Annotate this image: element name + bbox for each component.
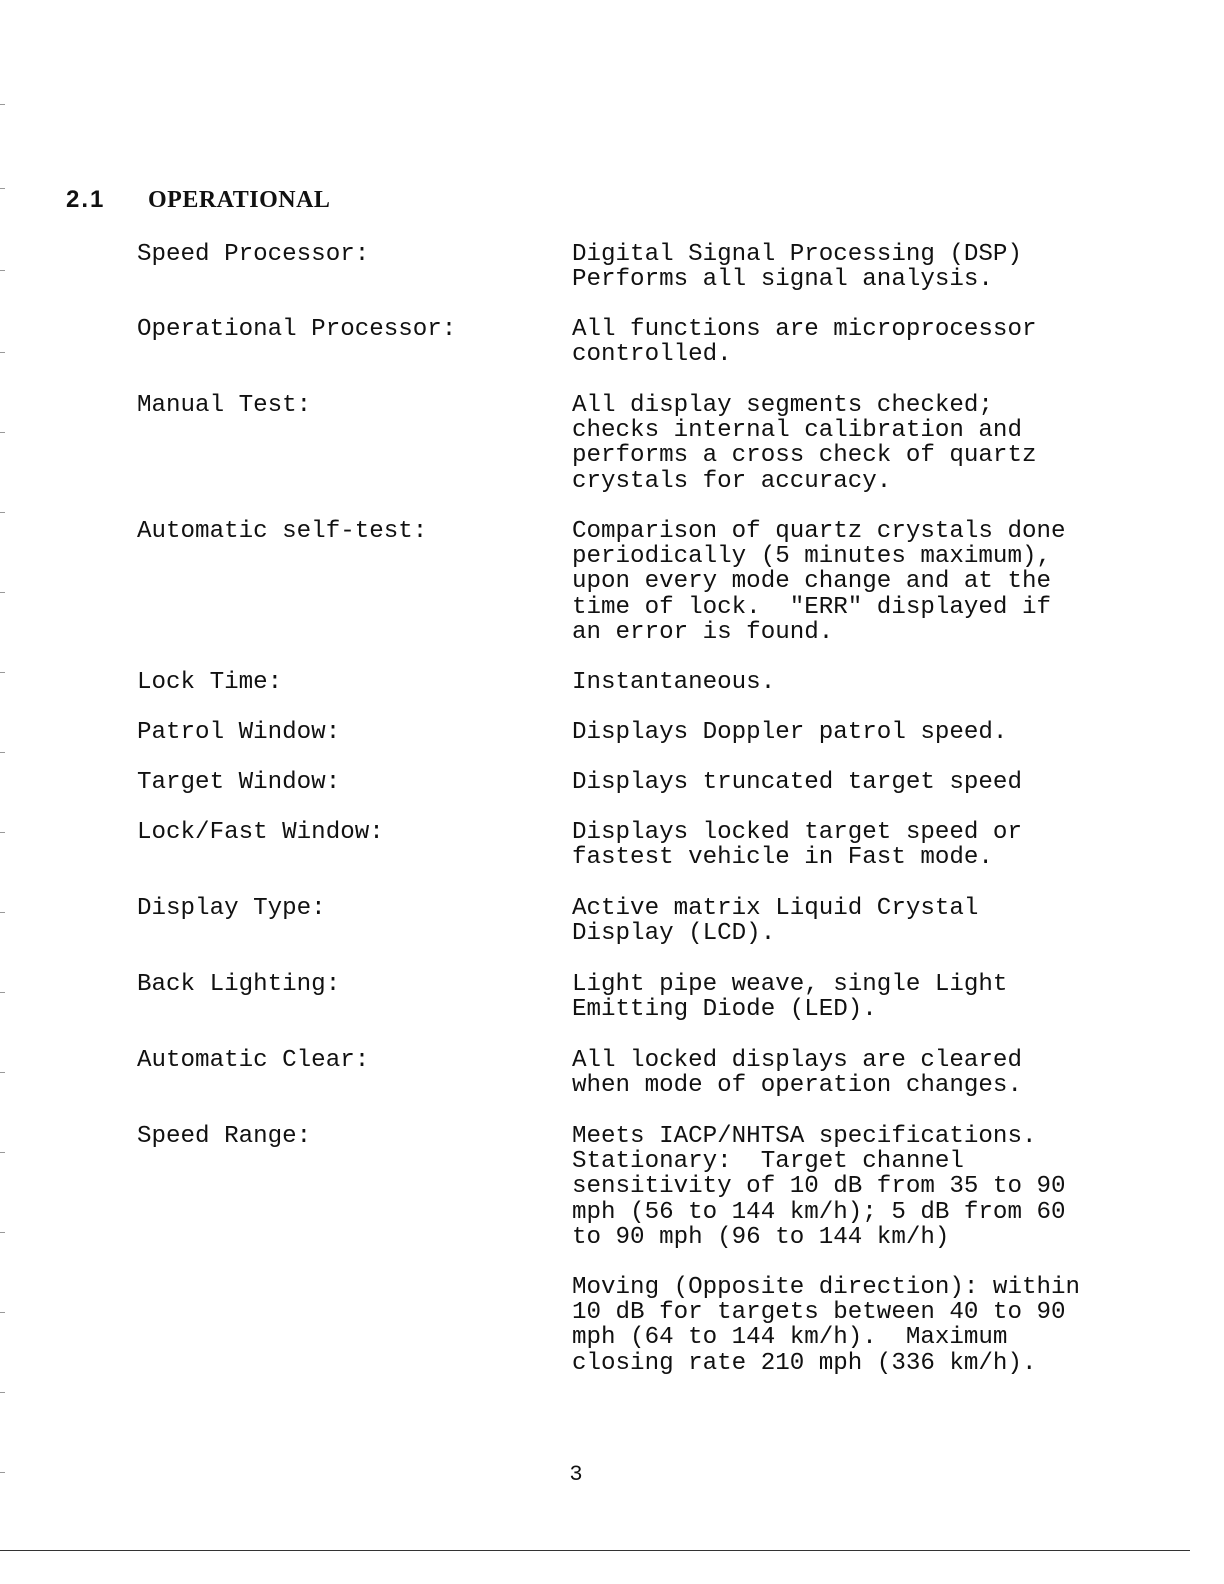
spec-value <box>572 242 1022 292</box>
spec-label: Back Lighting: <box>137 971 341 998</box>
spec-value <box>572 972 1007 1022</box>
margin-tick <box>0 912 5 913</box>
spec-value-line: Displays Doppler patrol speed. <box>572 719 1008 746</box>
spec-label: Speed Range: <box>137 1123 312 1150</box>
spec-value-line: time of lock. "ERR" displayed if <box>572 593 1051 621</box>
spec-value-line: mph (64 to 144 km/h). Maximum <box>572 1324 1008 1352</box>
spec-value-line: controlled. <box>572 341 732 369</box>
spec-value-line: All functions are microprocessor <box>572 316 1037 343</box>
margin-tick <box>0 270 5 271</box>
spec-value-line: Light pipe weave, single Light <box>572 971 1008 998</box>
bottom-rule <box>0 1550 1190 1551</box>
spec-value <box>572 770 1022 795</box>
spec-value-line: Displays truncated target speed <box>572 769 1022 796</box>
spec-value <box>572 519 1066 645</box>
margin-tick <box>0 1312 5 1313</box>
spec-label: Automatic Clear: <box>137 1047 370 1074</box>
spec-value-line: sensitivity of 10 dB from 35 to 90 <box>572 1173 1066 1201</box>
spec-value <box>572 720 1007 745</box>
spec-value-line: Digital Signal Processing (DSP) <box>572 241 1022 268</box>
spec-value <box>572 896 978 946</box>
spec-value <box>572 670 775 695</box>
spec-value <box>572 317 1036 367</box>
spec-value <box>572 1048 1022 1098</box>
spec-value-line: Instantaneous. <box>572 669 776 696</box>
spec-label: Lock/Fast Window: <box>137 819 384 846</box>
spec-value-line: Performs all signal analysis. <box>572 266 993 294</box>
margin-tick <box>0 1392 5 1393</box>
section-number: 2.1 <box>66 186 106 213</box>
spec-label: Patrol Window: <box>137 719 341 746</box>
page-number: 3 <box>569 1462 583 1487</box>
spec-label: Automatic self-test: <box>137 518 428 545</box>
spec-label: Target Window: <box>137 769 341 796</box>
spec-value-line: mph (56 to 144 km/h); 5 dB from 60 <box>572 1198 1066 1226</box>
spec-value-line: performs a cross check of quartz <box>572 442 1037 470</box>
spec-value-line: All locked displays are cleared <box>572 1047 1022 1074</box>
spec-value <box>572 820 1022 870</box>
spec-value-line: Comparison of quartz crystals done <box>572 518 1066 545</box>
spec-value-line: Emitting Diode (LED). <box>572 996 877 1024</box>
spec-value-line: Moving (Opposite direction): within <box>572 1274 1081 1302</box>
spec-value-line: when mode of operation changes. <box>572 1072 1022 1100</box>
spec-value-line: Display (LCD). <box>572 920 776 948</box>
margin-tick <box>0 1232 5 1233</box>
margin-tick <box>0 1072 5 1073</box>
spec-value-line: crystals for accuracy. <box>572 467 892 495</box>
spec-value-line: Active matrix Liquid Crystal <box>572 895 979 922</box>
margin-tick <box>0 188 5 189</box>
spec-label: Speed Processor: <box>137 241 370 268</box>
margin-tick <box>0 104 5 105</box>
spec-value-line: fastest vehicle in Fast mode. <box>572 844 993 872</box>
spec-value-line: periodically (5 minutes maximum), <box>572 543 1051 571</box>
margin-tick <box>0 832 5 833</box>
margin-tick <box>0 352 5 353</box>
margin-tick <box>0 512 5 513</box>
spec-label: Lock Time: <box>137 669 283 696</box>
spec-value-line: an error is found. <box>572 618 834 646</box>
spec-label: Manual Test: <box>137 392 312 419</box>
spec-value-line: 10 dB for targets between 40 to 90 <box>572 1299 1066 1327</box>
margin-tick <box>0 992 5 993</box>
spec-value-line: Stationary: Target channel <box>572 1148 964 1176</box>
spec-value-line: to 90 mph (96 to 144 km/h) <box>572 1223 950 1251</box>
spec-value-line: closing rate 210 mph (336 km/h). <box>572 1349 1037 1377</box>
margin-tick <box>0 1472 5 1473</box>
margin-tick <box>0 432 5 433</box>
spec-label: Display Type: <box>137 895 326 922</box>
spec-value-line: All display segments checked; <box>572 392 993 419</box>
margin-tick <box>0 592 5 593</box>
spec-value-line: checks internal calibration and <box>572 417 1022 445</box>
margin-tick <box>0 1152 5 1153</box>
spec-value-line: Displays locked target speed or <box>572 819 1022 846</box>
spec-value-line: upon every mode change and at the <box>572 568 1051 596</box>
spec-value <box>572 393 1036 494</box>
spec-value-line: Meets IACP/NHTSA specifications. <box>572 1123 1037 1150</box>
spec-label: Operational Processor: <box>137 316 457 343</box>
margin-tick <box>0 752 5 753</box>
spec-value <box>572 1124 1080 1376</box>
margin-tick <box>0 672 5 673</box>
section-title: OPERATIONAL <box>148 187 331 213</box>
